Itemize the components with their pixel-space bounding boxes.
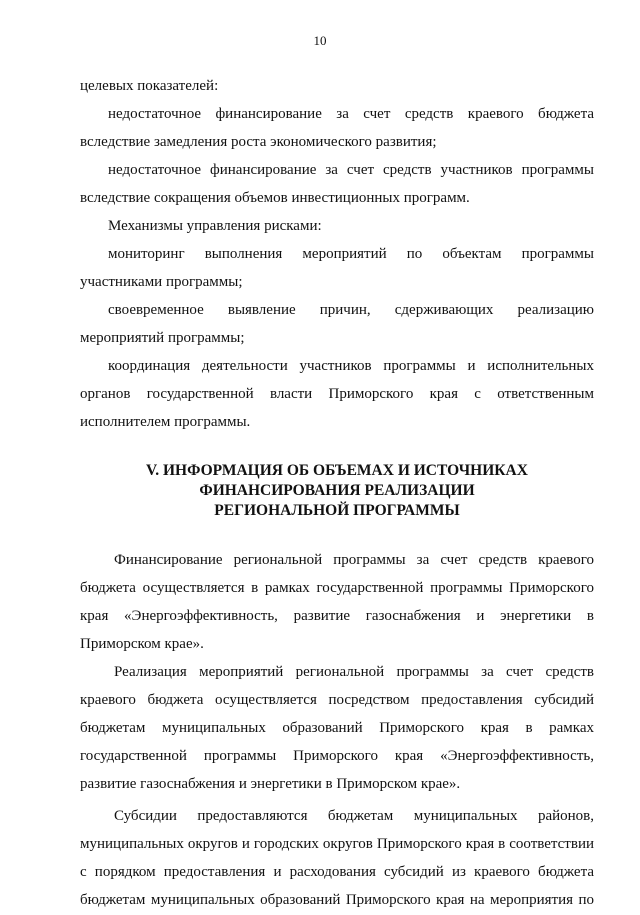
text-line: бюджетам муниципальных образований Приморского края в рамках [80, 720, 594, 736]
text-line: Реализация мероприятий региональной программы за счет средств [114, 664, 594, 680]
section-heading-line: V. ИНФОРМАЦИЯ ОБ ОБЪЕМАХ И ИСТОЧНИКАХ [146, 462, 528, 479]
section-heading-line: ФИНАНСИРОВАНИЯ РЕАЛИЗАЦИИ [199, 482, 475, 499]
text-line: своевременное выявление причин, сдерживающих реализацию [108, 302, 594, 318]
text-line: недостаточное финансирование за счет средств краевого бюджета [108, 106, 594, 122]
page-number: 10 [313, 33, 327, 48]
text-line: государственной программы Приморского края «Энергоэффективность, [80, 748, 594, 764]
text-line: муниципальных округов и городских округов Приморского края в соответствии [80, 836, 594, 852]
text-line: вследствие сокращения объемов инвестиционных программ. [80, 190, 470, 206]
text-line: краевого бюджета осуществляется посредством предоставления субсидий [80, 692, 594, 708]
section-heading-line: РЕГИОНАЛЬНОЙ ПРОГРАММЫ [214, 502, 460, 519]
text-line: вследствие замедления роста экономического развития; [80, 134, 437, 150]
text-line: мероприятий программы; [80, 330, 245, 346]
text-line: бюджета осуществляется в рамках государственной программы Приморского [80, 580, 594, 596]
text-line: исполнителем программы. [80, 414, 251, 430]
document-body [80, 73, 594, 915]
text-line: Финансирование региональной программы за счет средств краевого [114, 552, 594, 568]
text-line: участниками программы; [80, 274, 243, 290]
text-line: целевых показателей: [80, 78, 219, 94]
text-line: мониторинг выполнения мероприятий по объектам программы [108, 246, 594, 262]
text-line: координация деятельности участников программы и исполнительных [108, 358, 594, 374]
text-line: края «Энергоэффективность, развитие газоснабжения и энергетики в [80, 608, 594, 624]
text-line: Приморском крае». [80, 636, 204, 652]
text-line: развитие газоснабжения и энергетики в Приморском крае». [80, 776, 461, 792]
text-line: с порядком предоставления и расходования субсидий из краевого бюджета [80, 864, 594, 880]
text-line: органов государственной власти Приморского края с ответственным [80, 386, 594, 402]
text-line: недостаточное финансирование за счет средств участников программы [108, 162, 594, 178]
text-line: бюджетам муниципальных образований Приморского края на мероприятия по [80, 892, 594, 908]
text-line: Механизмы управления рисками: [108, 218, 322, 234]
text-line: Субсидии предоставляются бюджетам муниципальных районов, [114, 808, 594, 824]
